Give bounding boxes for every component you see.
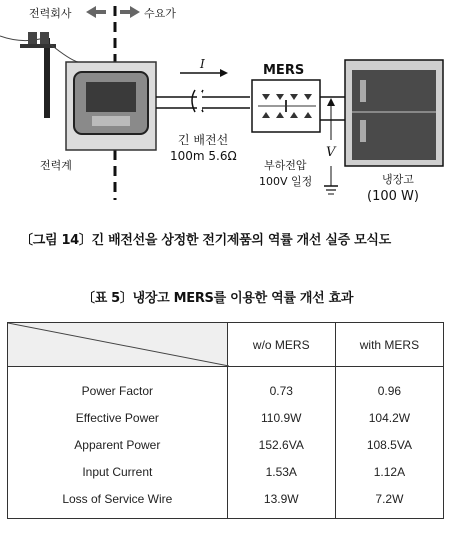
table-row — [8, 431, 444, 458]
row-label: Loss of Service Wire — [8, 485, 228, 519]
cell-without-mers: 0.73 — [227, 367, 335, 405]
distribution-wire — [156, 69, 250, 112]
table-row — [8, 367, 444, 405]
table-row — [8, 458, 444, 485]
table-header-col: with MERS — [335, 323, 443, 367]
fridge-power: (100 W) — [367, 189, 419, 204]
current-symbol: I — [200, 57, 205, 71]
figure-caption: 〔그림 14〕긴 배전선을 상정한 전기제품의 역률 개선 실증 모식도 — [20, 233, 391, 248]
cell-without-mers: 1.53A — [227, 458, 335, 485]
cell-with-mers: 108.5VA — [335, 431, 443, 458]
figure-diagram — [0, 0, 450, 210]
cell-without-mers: 13.9W — [227, 485, 335, 519]
demand-side-label: 수요가 — [144, 7, 176, 20]
table-row — [8, 404, 444, 431]
table-row — [8, 485, 444, 519]
cell-without-mers: 152.6VA — [227, 431, 335, 458]
wire-label-line1: 긴 배전선 — [178, 133, 229, 147]
diagonal-line — [8, 323, 229, 366]
table-header-col: w/o MERS — [227, 323, 335, 367]
row-label: Effective Power — [8, 404, 228, 431]
table-caption: 〔표 5〕냉장고 MERS를 이용한 역률 개선 효과 — [82, 291, 354, 306]
meter-label: 전력계 — [40, 159, 72, 172]
cell-with-mers: 7.2W — [335, 485, 443, 519]
supply-side-label: 전력회사 — [29, 7, 72, 20]
wire-label-line2: 100m 5.6Ω — [170, 149, 237, 163]
table-header-row — [8, 323, 444, 367]
cell-with-mers: 0.96 — [335, 367, 443, 405]
cell-with-mers: 1.12A — [335, 458, 443, 485]
row-label: Power Factor — [8, 367, 228, 405]
row-label: Apparent Power — [8, 431, 228, 458]
fridge-label: 냉장고 — [382, 173, 414, 186]
load-voltage-line1: 부하전압 — [264, 159, 307, 172]
mers-label: MERS — [263, 63, 305, 78]
voltage-symbol: V — [326, 145, 336, 160]
direction-arrows — [86, 6, 140, 18]
results-table — [7, 322, 444, 519]
table-header-corner — [8, 323, 228, 367]
row-label: Input Current — [8, 458, 228, 485]
cell-without-mers: 110.9W — [227, 404, 335, 431]
cell-with-mers: 104.2W — [335, 404, 443, 431]
load-voltage-line2: 100V 일정 — [259, 175, 313, 188]
refrigerator-icon — [345, 60, 443, 166]
power-meter-icon — [66, 62, 156, 150]
